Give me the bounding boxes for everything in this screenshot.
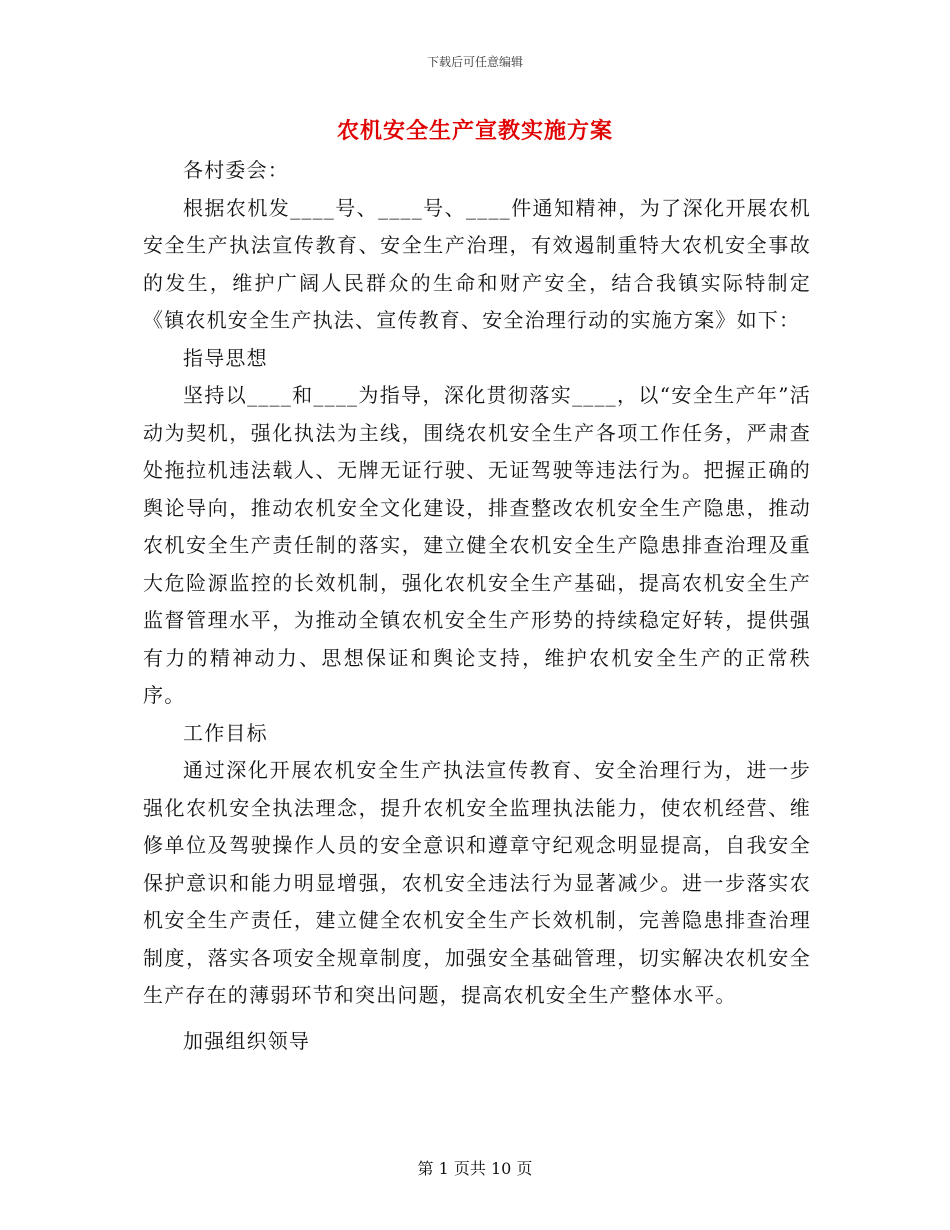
section-heading-work-goals: 工作目标 — [183, 720, 268, 745]
work-goals-paragraph: 通过深化开展农机安全生产执法宣传教育、安全治理行为，进一步强化农机安全执法理念，提升农机安全监理执法能力，使农机经营、维修单位及驾驶操作人员的安全意识和遵章守纪观念明显提高，自我安全保护意识和能力明显增强，农机安全违法行为显著减少。进一步落实农机安全生产责任，建立健全农机安全生产长效机制，完善隐患排查治理制度，落实各项安全规章制度，加强安全基础管理，切实解决农机安全生产存在的薄弱环节和突出问题，提高农机安全生产整体水平。 — [143, 758, 811, 1007]
header-note: 下载后可任意编辑 — [426, 55, 523, 69]
intro-paragraph: 根据农机发____号、____号、____件通知精神，为了深化开展农机安全生产执法宣传教育、安全生产治理，有效遏制重特大农机安全事故的发生，维护广阔人民群众的生命和财产安全，结合我镇实际特制定《镇农机安全生产执法、宣传教育、安全治理行动的实施方案》如下： — [143, 195, 811, 332]
paragraph-gap — [143, 1015, 811, 1023]
page-footer: 第 1 页共 10 页 — [417, 1159, 533, 1178]
document-body — [143, 152, 811, 1060]
document-title: 农机安全生产宣教实施方案 — [336, 118, 613, 144]
salutation: 各村委会： — [183, 158, 289, 182]
guiding-ideology-paragraph: 坚持以____和____为指导，深化贯彻落实____，以“安全生产年”活动为契机，强化执法为主线，围绕农机安全生产各项工作任务，严肃查处拖拉机违法载人、无牌无证行驶、无证驾驶等违法行为。把握正确的舆论导向，推动农机安全文化建设，排查整改农机安全生产隐患，推动农机安全生产责任制的落实，建立健全农机安全生产隐患排查治理及重大危险源监控的长效机制，强化农机安全生产基础，提高农机安全生产监督管理水平，为推动全镇农机安全生产形势的持续稳定好转，提供强有力的精神动力、思想保证和舆论支持，维护农机安全生产的正常秩序。 — [143, 383, 811, 707]
section-heading-guiding-ideology: 指导思想 — [183, 345, 268, 370]
section-heading-organization: 加强组织领导 — [183, 1028, 311, 1053]
